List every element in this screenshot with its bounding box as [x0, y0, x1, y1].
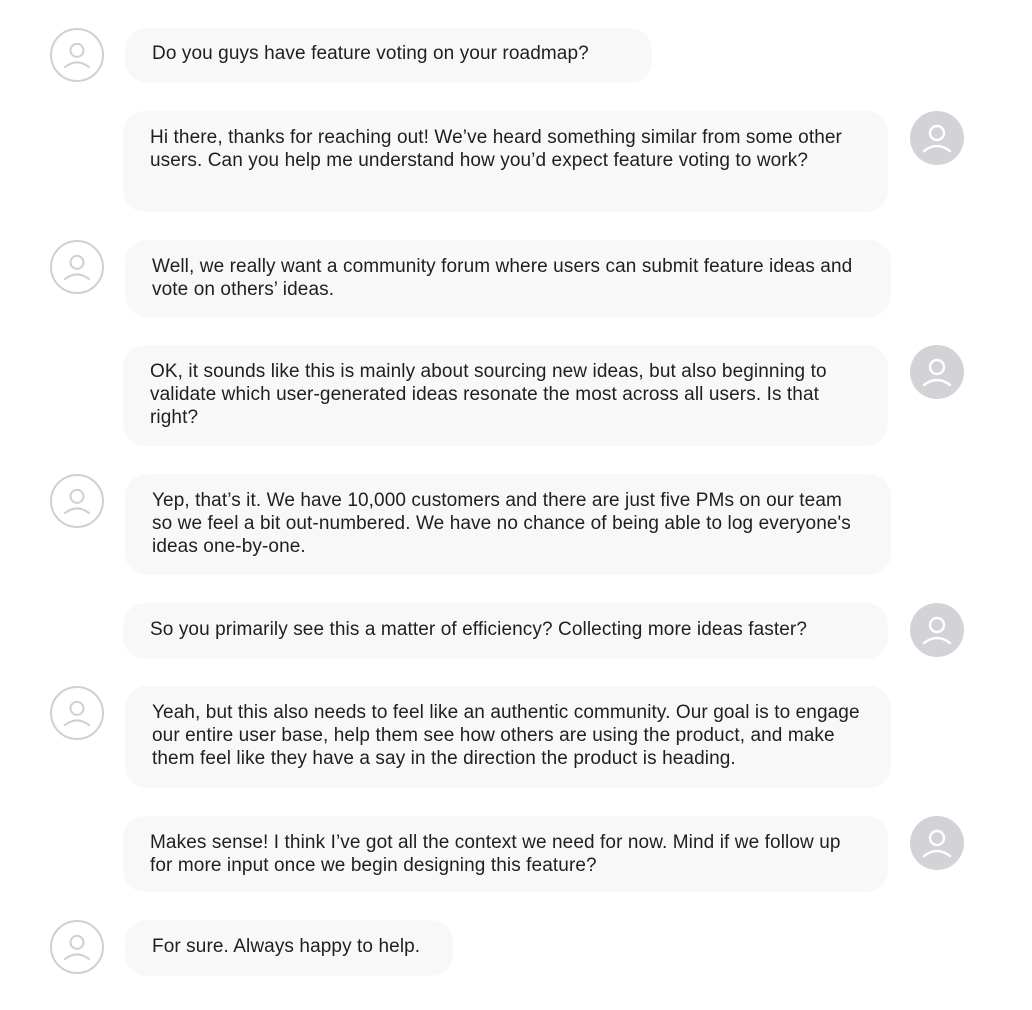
- agent-avatar: [910, 603, 964, 657]
- message-bubble: [125, 686, 891, 788]
- message-text: Makes sense! I think I’ve got all the context we need for now. Mind if we follow up for more input once we begin designing this feature?: [150, 832, 841, 876]
- message-text: OK, it sounds like this is mainly about sourcing new ideas, but also beginning to validate which user-generated ideas resonate the most across all users. Is that right?: [150, 361, 827, 428]
- customer-avatar: [50, 28, 104, 82]
- agent-avatar: [910, 816, 964, 870]
- user-outline-icon: [52, 922, 102, 972]
- agent-avatar: [910, 345, 964, 399]
- user-filled-icon: [910, 816, 964, 870]
- message-bubble: [125, 240, 891, 317]
- user-outline-icon: [52, 688, 102, 738]
- message-text: Hi there, thanks for reaching out! We’ve heard something similar from some other users. Can you help me understand how you’d expect feature voting to work?: [150, 127, 842, 171]
- customer-avatar: [50, 686, 104, 740]
- message-text: For sure. Always happy to help.: [152, 936, 421, 957]
- user-outline-icon: [52, 476, 102, 526]
- message-bubble: [125, 28, 652, 83]
- message-bubble: [125, 920, 453, 976]
- message-text: Do you guys have feature voting on your roadmap?: [152, 43, 589, 64]
- user-filled-icon: [910, 603, 964, 657]
- user-outline-icon: [52, 242, 102, 292]
- message-text: Yep, that’s it. We have 10,000 customers and there are just five PMs on our team so we feel a bit out-numbered. We have no chance of being able to log everyone's ideas one-by-one.: [152, 490, 851, 557]
- customer-avatar: [50, 474, 104, 528]
- message-bubble: [123, 345, 888, 446]
- message-bubble: [123, 111, 888, 212]
- message-text: Well, we really want a community forum where users can submit feature ideas and vote on others’ ideas.: [152, 256, 853, 300]
- message-bubble: [125, 474, 891, 575]
- customer-avatar: [50, 920, 104, 974]
- message-bubble: [123, 603, 888, 659]
- message-text: So you primarily see this a matter of efficiency? Collecting more ideas faster?: [150, 619, 808, 640]
- message-text: Yeah, but this also needs to feel like an authentic community. Our goal is to engage our entire user base, help them see how others are using the product, and make them feel like they have a say in the direction the product is heading.: [152, 702, 860, 769]
- message-bubble: [123, 816, 888, 892]
- customer-avatar: [50, 240, 104, 294]
- user-filled-icon: [910, 345, 964, 399]
- user-outline-icon: [52, 30, 102, 80]
- user-filled-icon: [910, 111, 964, 165]
- agent-avatar: [910, 111, 964, 165]
